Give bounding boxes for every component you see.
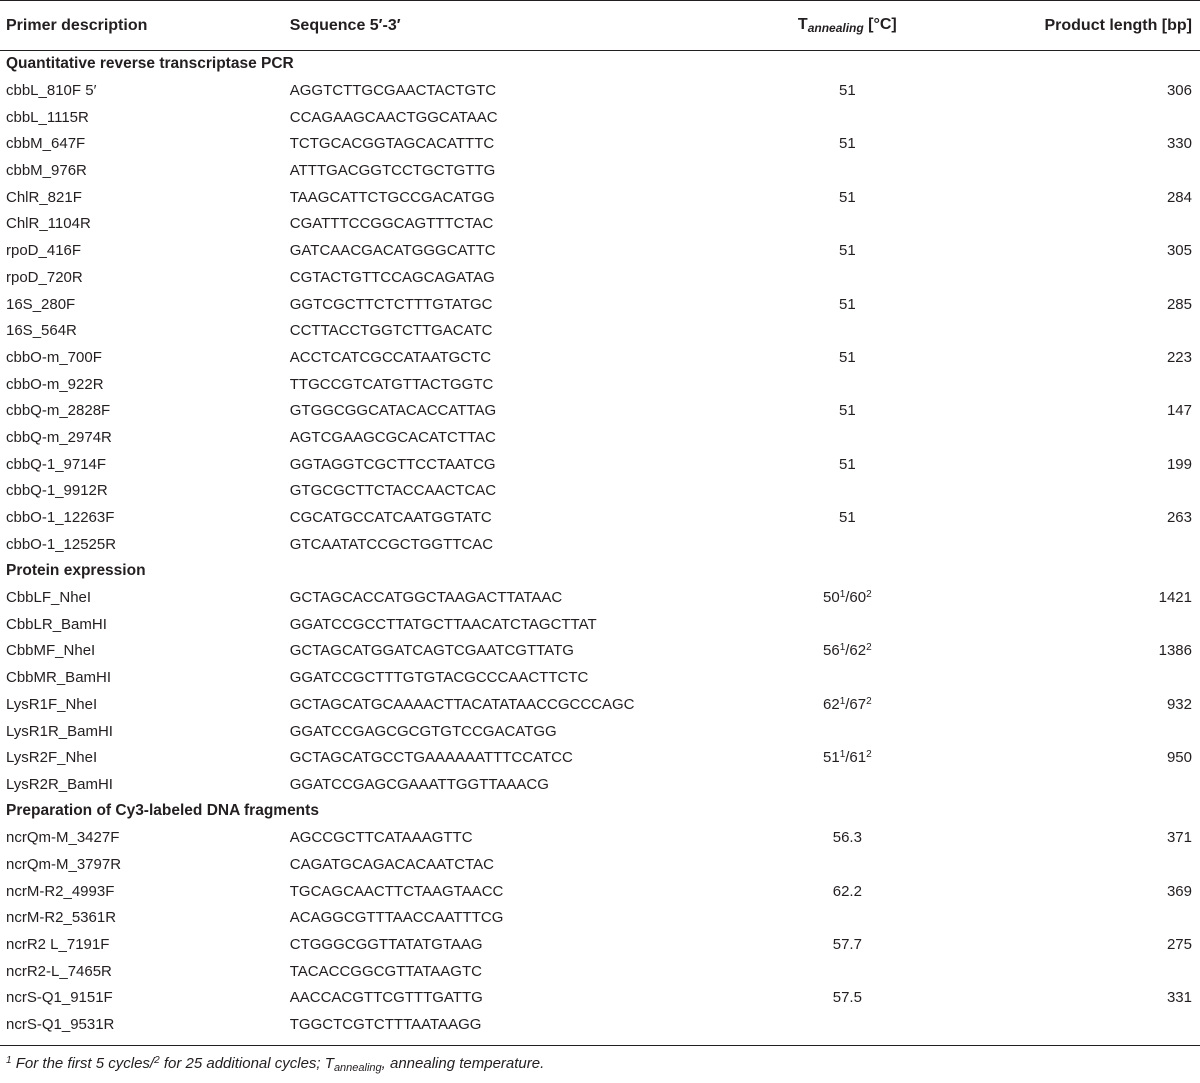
primer-name: cbbM_647F: [6, 135, 86, 153]
annealing-temperature: [738, 771, 956, 798]
product-length: 285: [1166, 295, 1192, 313]
primer-sequence: GCTAGCATGCAAAACTTACATATAACCGCCCAGC: [289, 695, 635, 713]
primer-sequence: TTGCCGTCATGTTACTGGTC: [289, 375, 494, 393]
table-row: [0, 824, 1200, 851]
annealing-temperature: 57.5: [832, 989, 862, 1007]
primer-name: cbbL_810F 5′: [6, 82, 97, 100]
annealing-temperature: 56.3: [832, 829, 862, 847]
table-row: [0, 878, 1200, 905]
product-length: [956, 531, 1200, 558]
section-row: [0, 798, 1200, 825]
product-length: 932: [1166, 695, 1192, 713]
footnote: $^1$ For the first 5 cycles/$^2$ for 25 additional cycles; $T_{annealing}$, annealing temperature.: [6, 1055, 545, 1074]
header-sequence: Sequence 5′-3′: [290, 1, 739, 51]
table-row: [0, 211, 1200, 238]
table-row: [0, 184, 1200, 211]
product-length: [956, 851, 1200, 878]
table-row: [0, 905, 1200, 932]
annealing-temperature: 51: [839, 295, 856, 313]
product-length: 147: [1166, 402, 1192, 420]
primer-name: CbbLF_NheI: [6, 589, 92, 607]
product-length: [956, 157, 1200, 184]
primer-name: cbbM_976R: [6, 162, 87, 180]
product-length: [956, 1011, 1200, 1038]
primer-name: cbbQ-1_9912R: [6, 482, 108, 500]
annealing-temperature: [738, 611, 956, 638]
product-length: 1386: [1158, 642, 1192, 660]
product-length: [956, 478, 1200, 505]
primer-sequence: TACACCGGCGTTATAAGTC: [289, 962, 482, 980]
product-length: 950: [1166, 749, 1192, 767]
product-length: 284: [1166, 188, 1192, 206]
primer-sequence: TGCAGCAACTTCTAAGTAACC: [289, 882, 504, 900]
primer-sequence: AGCCGCTTCATAAAGTTC: [289, 829, 473, 847]
primer-sequence: CCTTACCTGGTCTTGACATC: [289, 322, 493, 340]
primer-name: 16S_564R: [6, 322, 77, 340]
annealing-temperature: $51^1/61^2$: [823, 749, 872, 767]
primer-name: cbbO-m_922R: [6, 375, 104, 393]
primer-name: ncrS-Q1_9531R: [6, 1016, 115, 1034]
product-length: [956, 211, 1200, 238]
product-length: [956, 264, 1200, 291]
primer-sequence: GGATCCGAGCGCGTGTCCGACATGG: [289, 722, 557, 740]
primer-name: LysR2F_NheI: [6, 749, 98, 767]
product-length: 305: [1166, 242, 1192, 260]
table-row: [0, 718, 1200, 745]
primer-sequence: TGGCTCGTCTTTAATAAGG: [289, 1016, 482, 1034]
product-length: [956, 424, 1200, 451]
primer-sequence: CAGATGCAGACACAATCTAC: [289, 855, 494, 873]
primer-sequence: TCTGCACGGTAGCACATTTC: [289, 135, 495, 153]
annealing-temperature: $56^1/62^2$: [823, 642, 872, 660]
product-length: 331: [1166, 989, 1192, 1007]
primer-name: cbbL_1115R: [6, 108, 89, 126]
annealing-temperature: 57.7: [832, 936, 862, 954]
primer-name: rpoD_416F: [6, 242, 82, 260]
table-row: [0, 264, 1200, 291]
product-length: 369: [1166, 882, 1192, 900]
primer-sequence: GCTAGCATGCCTGAAAAAATTTCCATCC: [289, 749, 573, 767]
table-row: [0, 531, 1200, 558]
primer-sequence: GGATCCGCTTTGTGTACGCCCAACTTCTC: [289, 669, 589, 687]
annealing-temperature: [738, 958, 956, 985]
header-product-length: Product length [bp]: [956, 1, 1200, 51]
primer-sequence: ACCTCATCGCCATAATGCTC: [289, 348, 492, 366]
table-row: [0, 1011, 1200, 1038]
primer-sequence: CCAGAAGCAACTGGCATAAC: [289, 108, 498, 126]
annealing-temperature: [738, 851, 956, 878]
product-length: 199: [1166, 455, 1192, 473]
primer-name: CbbMR_BamHI: [6, 669, 112, 687]
primer-name: cbbO-1_12525R: [6, 535, 117, 553]
product-length: 371: [1166, 829, 1192, 847]
table-row: [0, 985, 1200, 1012]
product-length: [956, 958, 1200, 985]
table-row: [0, 77, 1200, 104]
table-row: [0, 104, 1200, 131]
primer-name: ncrQm-M_3427F: [6, 829, 120, 847]
table-row: [0, 371, 1200, 398]
primer-name: cbbO-m_700F: [6, 348, 102, 366]
primer-sequence: CGCATGCCATCAATGGTATC: [289, 509, 492, 527]
primer-sequence: GCTAGCACCATGGCTAAGACTTATAAC: [289, 589, 563, 607]
product-length: [956, 664, 1200, 691]
header-t-annealing: $T_{annealing}$ [°C]: [738, 1, 956, 51]
product-length: 223: [1166, 348, 1192, 366]
annealing-temperature: [738, 211, 956, 238]
primer-sequence: CGATTTCCGGCAGTTTCTAC: [289, 215, 494, 233]
primer-name: LysR1F_NheI: [6, 695, 98, 713]
annealing-temperature: $62^1/67^2$: [823, 695, 872, 713]
primer-name: CbbMF_NheI: [6, 642, 96, 660]
annealing-temperature: 51: [839, 455, 856, 473]
annealing-temperature: [738, 264, 956, 291]
table-row: [0, 958, 1200, 985]
primer-name: LysR1R_BamHI: [6, 722, 113, 740]
annealing-temperature: [738, 531, 956, 558]
annealing-temperature: [738, 424, 956, 451]
header-row: [0, 1, 1200, 51]
table-row: [0, 664, 1200, 691]
product-length: 275: [1166, 936, 1192, 954]
table-row: [0, 504, 1200, 531]
table-row: [0, 291, 1200, 318]
primer-sequence: GGATCCGAGCGAAATTGGTTAAACG: [289, 775, 549, 793]
annealing-temperature: [738, 478, 956, 505]
product-length: [956, 611, 1200, 638]
primer-sequence: GATCAACGACATGGGCATTC: [289, 242, 496, 260]
primer-sequence: ATTTGACGGTCCTGCTGTTG: [289, 162, 496, 180]
product-length: [956, 771, 1200, 798]
table-row: [0, 771, 1200, 798]
header-primer-description: Primer description: [0, 1, 290, 51]
primer-name: CbbLR_BamHI: [6, 615, 107, 633]
product-length: [956, 371, 1200, 398]
table-row: [0, 397, 1200, 424]
table-row: [0, 611, 1200, 638]
annealing-temperature: [738, 157, 956, 184]
annealing-temperature: 51: [839, 509, 856, 527]
annealing-temperature: 51: [839, 135, 856, 153]
primer-sequence: GGTCGCTTCTCTTTGTATGC: [289, 295, 493, 313]
product-length: [956, 104, 1200, 131]
primer-sequence: GCTAGCATGGATCAGTCGAATCGTTATG: [289, 642, 574, 660]
primer-sequence: AGGTCTTGCGAACTACTGTC: [289, 82, 497, 100]
table-row: [0, 344, 1200, 371]
primer-sequence: AACCACGTTCGTTTGATTG: [289, 989, 483, 1007]
primer-name: LysR2R_BamHI: [6, 775, 113, 793]
primer-name: ncrM-R2_4993F: [6, 882, 115, 900]
primer-name: cbbQ-1_9714F: [6, 455, 107, 473]
primer-sequence: GTGGCGGCATACACCATTAG: [289, 402, 497, 420]
section-title: Quantitative reverse transcriptase PCR: [6, 55, 294, 73]
primer-name: cbbQ-m_2828F: [6, 402, 111, 420]
table-row: [0, 478, 1200, 505]
primer-sequence: GTGCGCTTCTACCAACTCAC: [289, 482, 497, 500]
annealing-temperature: 62.2: [832, 882, 862, 900]
primer-name: ncrS-Q1_9151F: [6, 989, 113, 1007]
annealing-temperature: 51: [839, 348, 856, 366]
table-row: [0, 131, 1200, 158]
table-row: [0, 237, 1200, 264]
table-row: [0, 584, 1200, 611]
product-length: 306: [1166, 82, 1192, 100]
product-length: [956, 718, 1200, 745]
table-row: [0, 424, 1200, 451]
primer-sequence: CTGGGCGGTTATATGTAAG: [289, 936, 483, 954]
product-length: 1421: [1158, 589, 1192, 607]
table-row: [0, 317, 1200, 344]
table-row: [0, 931, 1200, 958]
primer-name: ncrQm-M_3797R: [6, 855, 122, 873]
primer-name: cbbQ-m_2974R: [6, 428, 112, 446]
primer-sequence: GGTAGGTCGCTTCCTAATCG: [289, 455, 496, 473]
annealing-temperature: [738, 1011, 956, 1038]
annealing-temperature: [738, 371, 956, 398]
section-title: Protein expression: [6, 561, 146, 579]
primer-name: rpoD_720R: [6, 268, 83, 286]
annealing-temperature: [738, 104, 956, 131]
primer-sequence: CGTACTGTTCCAGCAGATAG: [289, 268, 495, 286]
table-row: [0, 157, 1200, 184]
section-row: [0, 51, 1200, 78]
primer-sequence: ACAGGCGTTTAACCAATTTCG: [289, 909, 504, 927]
primer-sequence: AGTCGAAGCGCACATCTTAC: [289, 428, 496, 446]
primer-name: 16S_280F: [6, 295, 76, 313]
primer-name: cbbO-1_12263F: [6, 509, 115, 527]
annealing-temperature: [738, 664, 956, 691]
table-body: [0, 51, 1200, 1038]
primer-sequence: GGATCCGCCTTATGCTTAACATCTAGCTTAT: [289, 615, 597, 633]
product-length: 330: [1166, 135, 1192, 153]
annealing-temperature: 51: [839, 402, 856, 420]
product-length: 263: [1166, 509, 1192, 527]
annealing-temperature: [738, 317, 956, 344]
annealing-temperature: 51: [839, 188, 856, 206]
table-row: [0, 638, 1200, 665]
primer-name: ncrR2-L_7465R: [6, 962, 112, 980]
annealing-temperature: [738, 718, 956, 745]
bottom-rule: [0, 1045, 1200, 1046]
table-row: [0, 744, 1200, 771]
annealing-temperature: 51: [839, 242, 856, 260]
table-row: [0, 851, 1200, 878]
product-length: [956, 905, 1200, 932]
primer-name: ChlR_821F: [6, 188, 82, 206]
product-length: [956, 317, 1200, 344]
annealing-temperature: $50^1/60^2$: [823, 589, 872, 607]
primer-sequence: TAAGCATTCTGCCGACATGG: [289, 188, 495, 206]
annealing-temperature: 51: [839, 82, 856, 100]
primer-sequence: GTCAATATCCGCTGGTTCAC: [289, 535, 494, 553]
annealing-temperature: [738, 905, 956, 932]
section-title: Preparation of Cy3-labeled DNA fragments: [6, 802, 319, 820]
table-row: [0, 691, 1200, 718]
primer-name: ncrM-R2_5361R: [6, 909, 117, 927]
section-row: [0, 558, 1200, 585]
primer-name: ChlR_1104R: [6, 215, 91, 233]
table-row: [0, 451, 1200, 478]
primer-name: ncrR2 L_7191F: [6, 936, 110, 954]
